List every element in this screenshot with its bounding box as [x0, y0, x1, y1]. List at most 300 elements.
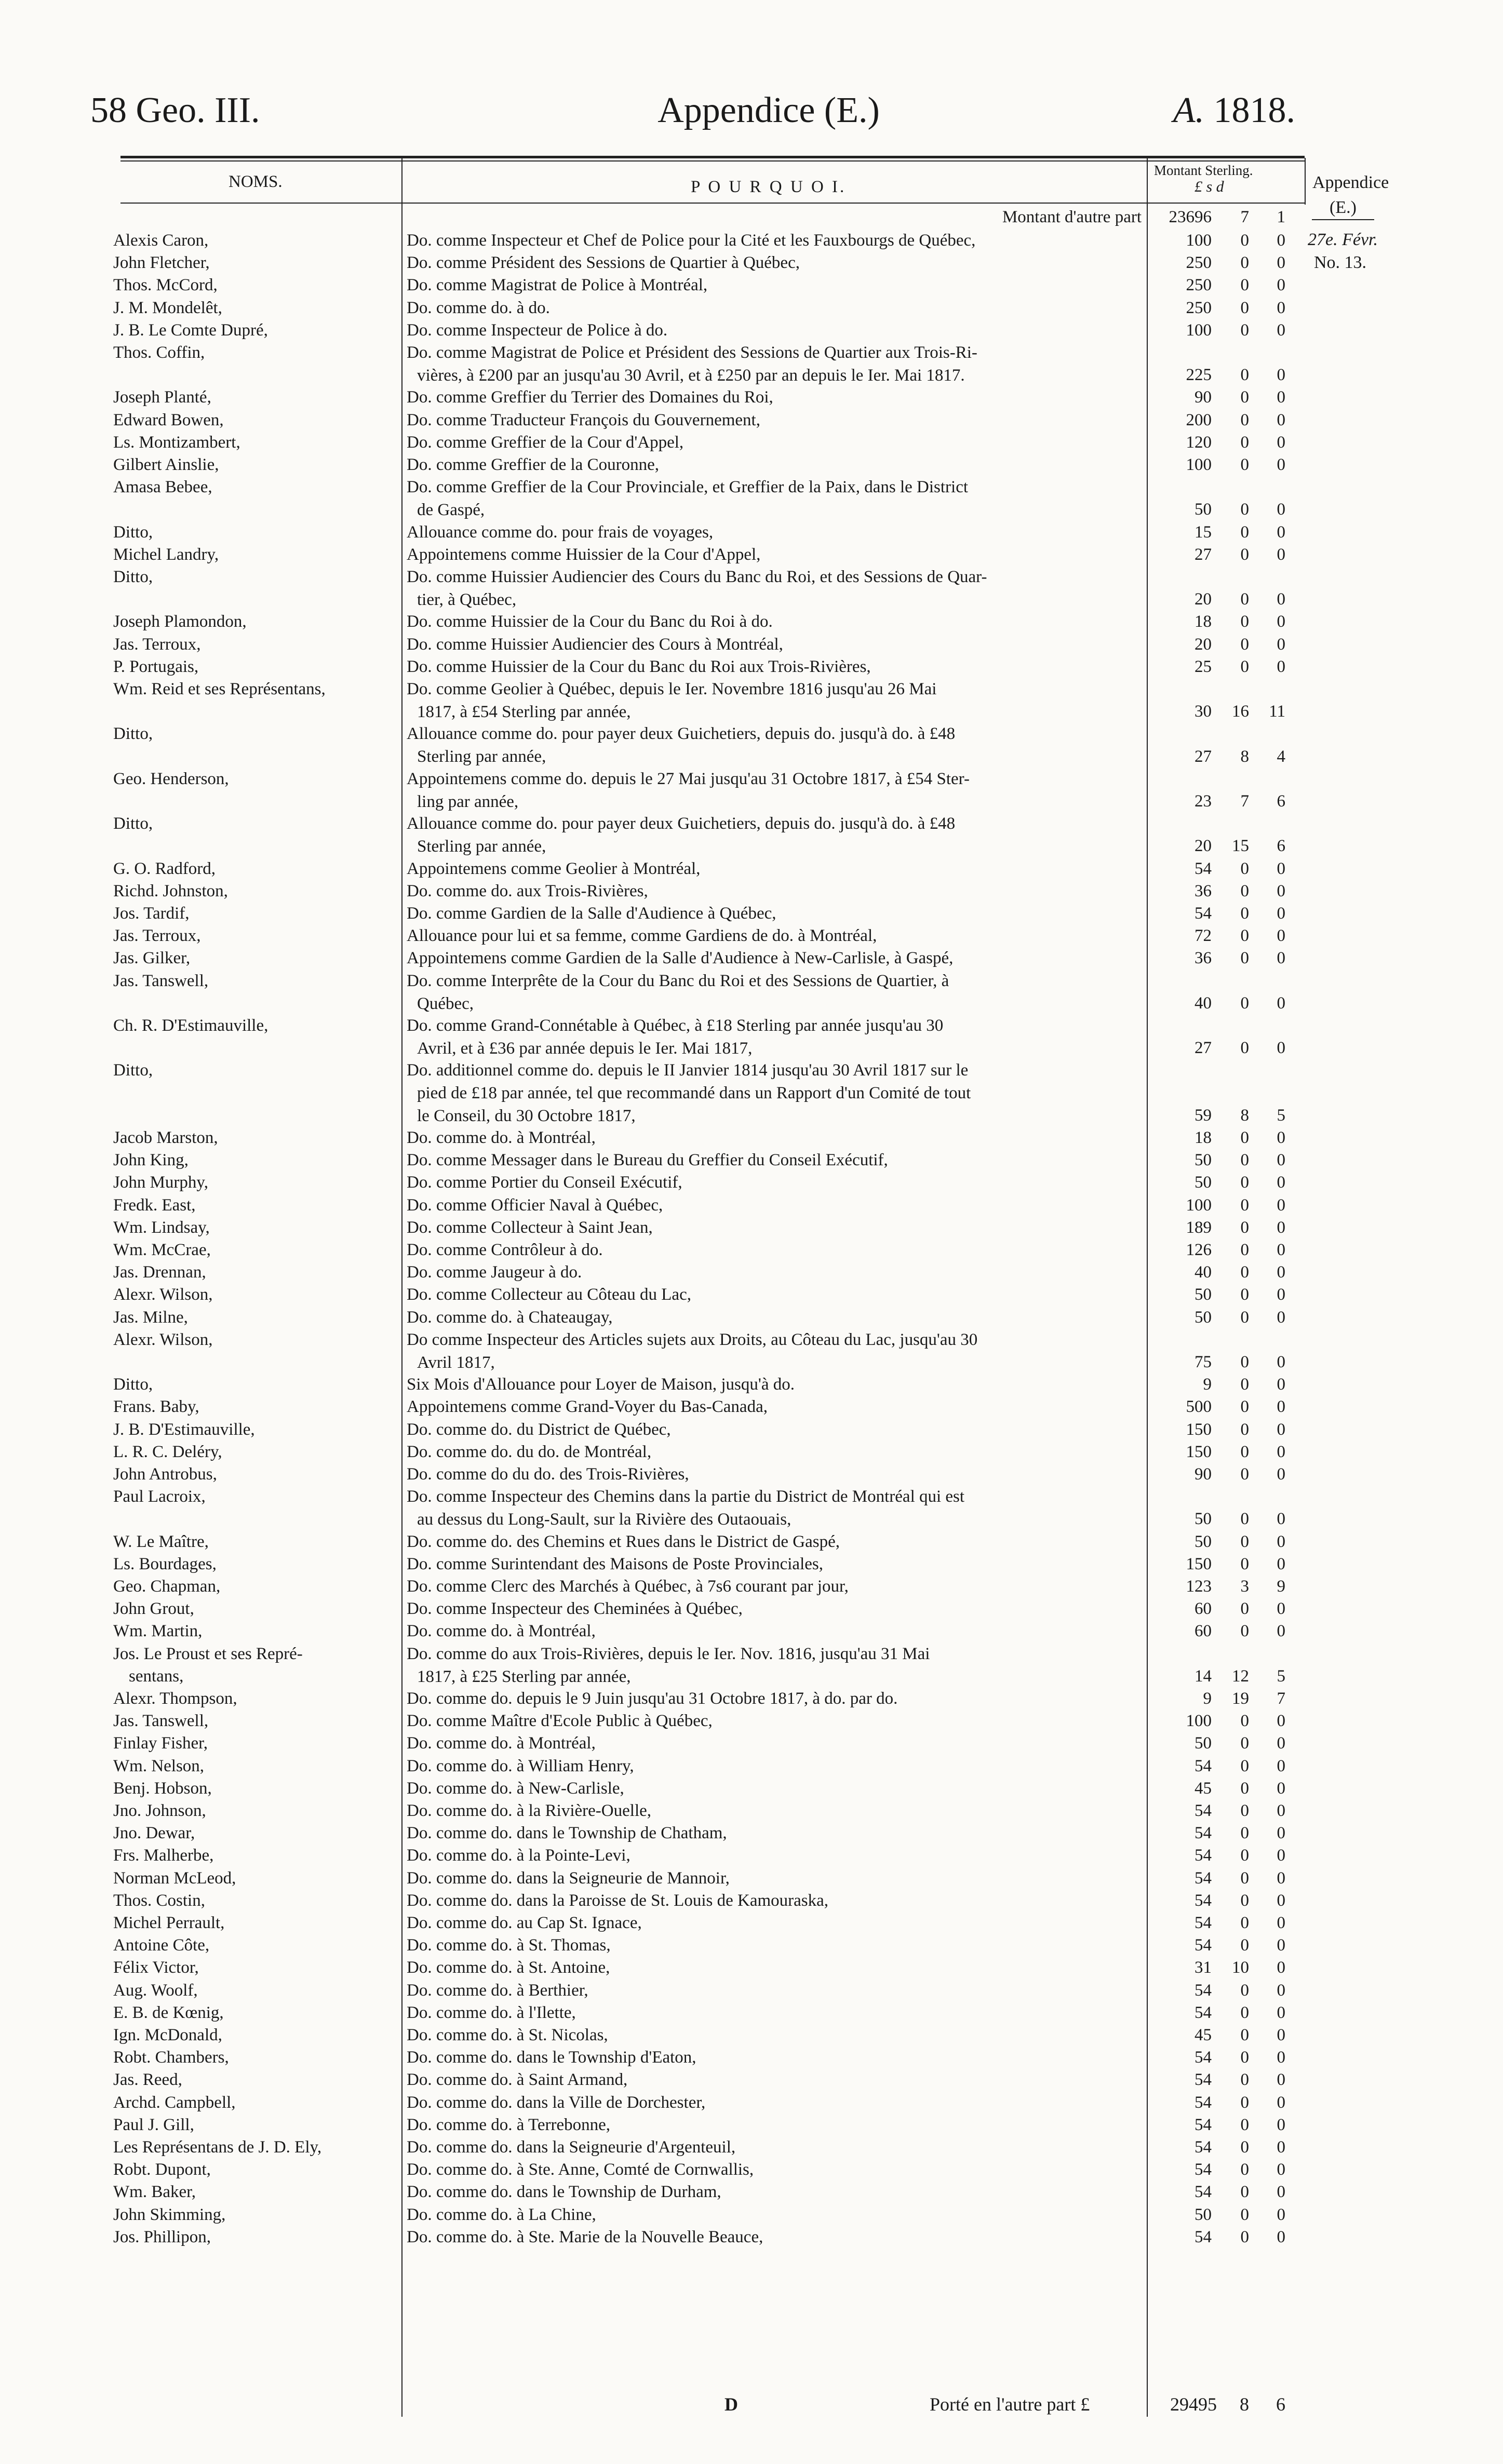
- amount-pounds: 54: [1195, 2183, 1212, 2202]
- table-row: [0, 341, 1503, 386]
- description-line: Do. comme Grand-Connétable à Québec, à £18 Sterling par année jusqu'au 30: [407, 1016, 944, 1035]
- description-line: Allouance comme do. pour payer deux Guichetiers, depuis do. jusqu'à do. à £48: [407, 724, 956, 744]
- amount-shillings: 12: [1232, 1666, 1249, 1686]
- amount-pence: 0: [1277, 1958, 1285, 1977]
- amount-pence: 0: [1277, 926, 1285, 946]
- table-row: [0, 1956, 1503, 1978]
- description-line: Do. comme Portier du Conseil Exécutif,: [407, 1173, 682, 1192]
- amount-pence: 0: [1277, 2138, 1285, 2157]
- amount-shillings: 0: [1240, 1756, 1249, 1775]
- amount-pence: 0: [1277, 1308, 1285, 1327]
- payee-name: Thos. Coffin,: [113, 343, 205, 362]
- amount-pence: 0: [1277, 1195, 1285, 1215]
- payment-description: [407, 1463, 1147, 1486]
- payment-description: [407, 274, 1147, 297]
- amount-pounds: 54: [1195, 1846, 1212, 1865]
- payment-description: [407, 1620, 1147, 1642]
- amount-shillings: 0: [1240, 2227, 1249, 2246]
- table-row: [0, 655, 1503, 678]
- table-row: [0, 1911, 1503, 1934]
- amount-pounds: 200: [1186, 410, 1212, 429]
- payee-name: Wm. Nelson,: [113, 1756, 205, 1775]
- table-row: [0, 1822, 1503, 1844]
- payment-description: [407, 1328, 1147, 1374]
- payment-description: [407, 386, 1147, 409]
- amount-pence: 0: [1277, 1151, 1285, 1170]
- payee-name: G. O. Radford,: [113, 859, 216, 878]
- amount-shillings: 0: [1240, 388, 1249, 407]
- amount-pounds: 50: [1195, 1151, 1212, 1170]
- table-row: [0, 2046, 1503, 2068]
- amount-pence: 0: [1277, 1128, 1285, 1147]
- amount-pounds: 18: [1195, 1128, 1212, 1147]
- table-row: [0, 1575, 1503, 1597]
- payee-name: Robt. Chambers,: [113, 2048, 229, 2067]
- table-row: [0, 1979, 1503, 2001]
- description-line: Do. comme Contrôleur à do.: [407, 1241, 603, 1259]
- payee-name: Les Représentans de J. D. Ely,: [113, 2138, 322, 2157]
- description-line: Appointemens comme Gardien de la Salle d'Audience à New-Carlisle, à Gaspé,: [407, 949, 954, 968]
- payee-name: Ch. R. D'Estimauville,: [113, 1016, 269, 1035]
- payment-description: [407, 1014, 1147, 1060]
- amount-pounds: 27: [1195, 1039, 1212, 1058]
- description-line: Avril 1817,: [417, 1353, 495, 1372]
- table-row: [0, 1844, 1503, 1866]
- description-line: Do. comme do. depuis le 9 Juin jusqu'au 31 Octobre 1817, à do. par do.: [407, 1689, 898, 1708]
- payment-description: [407, 476, 1147, 521]
- table-row: [0, 431, 1503, 453]
- amount-pounds: 54: [1195, 1801, 1212, 1820]
- description-line: Do. comme do. à St. Thomas,: [407, 1936, 611, 1955]
- description-line: Do. comme Jaugeur à do.: [407, 1263, 582, 1282]
- table-row: [0, 902, 1503, 924]
- table-row: [0, 386, 1503, 408]
- amount-shillings: 0: [1240, 2115, 1249, 2134]
- appendix-heading: Appendice (E.): [657, 90, 880, 130]
- table-row: [0, 1418, 1503, 1440]
- amount-pence: 5: [1277, 1106, 1285, 1125]
- table-row: [0, 1934, 1503, 1956]
- amount-pounds: 27: [1195, 545, 1212, 564]
- payment-description: [407, 678, 1147, 723]
- payment-description: [407, 1149, 1147, 1172]
- amount-shillings: 0: [1240, 1465, 1249, 1484]
- description-line: Do. comme Greffier de la Couronne,: [407, 455, 659, 474]
- payee-name: J. M. Mondelêt,: [113, 298, 222, 317]
- amount-pounds: 45: [1195, 1779, 1212, 1798]
- amount-pence: 0: [1277, 1936, 1285, 1955]
- table-row: [0, 1126, 1503, 1149]
- amount-units-header: £ s d: [1195, 178, 1224, 195]
- description-line: Do. comme do. à Chateaugay,: [407, 1308, 613, 1327]
- amount-shillings: 0: [1240, 522, 1249, 542]
- amount-pounds: 14: [1195, 1666, 1212, 1686]
- description-line: le Conseil, du 30 Octobre 1817,: [417, 1107, 636, 1126]
- amount-pence: 0: [1277, 612, 1285, 631]
- payee-name: Jas. Milne,: [113, 1308, 188, 1327]
- payee-name: Ign. McDonald,: [113, 2026, 222, 2044]
- amount-pounds: 18: [1195, 612, 1212, 631]
- payment-description: [407, 610, 1147, 633]
- payment-description: [407, 768, 1147, 813]
- amount-pounds: 225: [1186, 366, 1212, 385]
- description-line: Do. comme Magistrat de Police et Président des Sessions de Quartier aux Trois-Ri-: [407, 343, 977, 362]
- table-row: [0, 768, 1503, 812]
- payee-name: Ditto,: [113, 724, 153, 744]
- amount-shillings: 0: [1240, 1173, 1249, 1192]
- amount-pence: 0: [1277, 949, 1285, 968]
- amount-shillings: 0: [1240, 433, 1249, 452]
- amount-shillings: 19: [1232, 1689, 1249, 1708]
- description-line: Do. comme do. à do.: [407, 298, 550, 317]
- amount-shillings: 0: [1240, 1128, 1249, 1147]
- payee-name: Fredk. East,: [113, 1195, 196, 1215]
- payee-name: Félix Victor,: [113, 1958, 199, 1977]
- payment-description: [407, 1553, 1147, 1576]
- payee-name: Wm. Reid et ses Représentans,: [113, 680, 326, 698]
- amount-pounds: 25: [1195, 657, 1212, 676]
- table-row: [0, 2001, 1503, 2024]
- payment-description: [407, 2158, 1147, 2181]
- amount-pounds: 54: [1195, 2003, 1212, 2022]
- amount-shillings: 0: [1240, 1442, 1249, 1461]
- payment-description: [407, 1934, 1147, 1957]
- payment-description: [407, 1440, 1147, 1463]
- amount-pence: 0: [1277, 388, 1285, 407]
- description-line: Do. comme do. dans la Paroisse de St. Louis de Kamouraska,: [407, 1891, 829, 1910]
- amount-pounds: 189: [1186, 1218, 1212, 1237]
- description-line: 1817, à £54 Sterling par année,: [417, 703, 631, 721]
- table-row: [0, 1328, 1503, 1373]
- description-line: Do. comme do. au Cap St. Ignace,: [407, 1914, 642, 1932]
- payee-name: Geo. Chapman,: [113, 1577, 221, 1596]
- payment-description: [407, 947, 1147, 970]
- description-line: Do. comme do. à la Pointe-Levi,: [407, 1846, 630, 1865]
- amount-shillings: 0: [1240, 1981, 1249, 2000]
- column-divider-right: [1305, 158, 1306, 205]
- amount-pounds: 54: [1195, 1824, 1212, 1843]
- amount-pounds: 500: [1186, 1397, 1212, 1417]
- amount-pence: 0: [1277, 1891, 1285, 1910]
- payee-name: Wm. McCrae,: [113, 1241, 211, 1259]
- margin-appendix-letter: (E.): [1330, 198, 1357, 217]
- amount-shillings: 0: [1240, 500, 1249, 519]
- description-line: Do. comme Inspecteur des Cheminées à Québec,: [407, 1599, 743, 1619]
- payment-description: [407, 543, 1147, 566]
- payee-name: Thos. McCord,: [113, 276, 218, 295]
- amount-shillings: 8: [1240, 747, 1249, 766]
- amount-pounds: 31: [1195, 1958, 1212, 1977]
- amount-pence: 0: [1277, 2205, 1285, 2224]
- amount-pence: 6: [1277, 791, 1285, 811]
- amount-shillings: 0: [1240, 1599, 1249, 1619]
- header-bottom-rule: [120, 203, 1305, 204]
- amount-pounds: 54: [1195, 1914, 1212, 1932]
- description-line: Appointemens comme Huissier de la Cour d'Appel,: [407, 545, 761, 564]
- amount-shillings: 0: [1240, 276, 1249, 295]
- amount-pence: 0: [1277, 433, 1285, 452]
- amount-pounds: 100: [1186, 320, 1212, 340]
- amount-pounds: 54: [1195, 1981, 1212, 2000]
- amount-pounds: 20: [1195, 590, 1212, 609]
- payment-description: [407, 1575, 1147, 1598]
- amount-pence: 0: [1277, 1779, 1285, 1798]
- amount-pounds: 100: [1186, 231, 1212, 250]
- amount-shillings: 0: [1240, 1420, 1249, 1439]
- description-line: Do. comme do. des Chemins et Rues dans le District de Gaspé,: [407, 1532, 840, 1551]
- amount-pence: 0: [1277, 2003, 1285, 2022]
- amount-shillings: 0: [1240, 2003, 1249, 2022]
- amount-pounds: 23696: [1169, 208, 1212, 226]
- amount-shillings: 10: [1232, 1958, 1249, 1977]
- amount-pence: 0: [1277, 859, 1285, 878]
- amount-shillings: 0: [1240, 2026, 1249, 2044]
- table-row: [0, 453, 1503, 476]
- amount-pence: 0: [1277, 2115, 1285, 2134]
- amount-shillings: 15: [1232, 837, 1249, 856]
- payment-description: [407, 722, 1147, 768]
- carried-forward-pounds: 29495: [1170, 2394, 1217, 2415]
- amount-pounds: 36: [1195, 881, 1212, 900]
- amount-pounds: 20: [1195, 837, 1212, 856]
- payment-description: [407, 1822, 1147, 1844]
- description-line: Do. comme Traducteur François du Gouvernement,: [407, 410, 760, 429]
- amount-pounds: 50: [1195, 1510, 1212, 1529]
- amount-shillings: 3: [1240, 1577, 1249, 1596]
- table-row: [0, 2091, 1503, 2113]
- amount-shillings: 0: [1240, 1397, 1249, 1417]
- payee-name: Archd. Campbell,: [113, 2093, 236, 2112]
- amount-shillings: 0: [1240, 2160, 1249, 2179]
- description-line: Do. comme Huissier Audiencier des Cours du Banc du Roi, et des Sessions de Quar-: [407, 568, 987, 586]
- payee-name: W. Le Maître,: [113, 1532, 209, 1551]
- payee-name: John Murphy,: [113, 1173, 209, 1192]
- description-line: Do. comme Huissier Audiencier des Cours à Montréal,: [407, 635, 783, 654]
- amount-pence: 0: [1277, 2227, 1285, 2246]
- payment-description: [407, 655, 1147, 678]
- table-row: [0, 476, 1503, 520]
- amount-shillings: 0: [1240, 1218, 1249, 1237]
- amount-pounds: 123: [1186, 1577, 1212, 1596]
- table-row: [0, 543, 1503, 565]
- table-row: [0, 970, 1503, 1014]
- amount-shillings: 7: [1240, 208, 1249, 226]
- table-row: [0, 1530, 1503, 1553]
- amount-pounds: 50: [1195, 500, 1212, 519]
- payee-name: Jas. Reed,: [113, 2070, 182, 2090]
- payment-description: [407, 2180, 1147, 2203]
- amount-pence: 0: [1277, 1218, 1285, 1237]
- amount-shillings: 0: [1240, 2048, 1249, 2067]
- payment-description: [407, 2091, 1147, 2114]
- amount-pence: 0: [1277, 500, 1285, 519]
- amount-shillings: 0: [1240, 1846, 1249, 1865]
- amount-shillings: 0: [1240, 1375, 1249, 1394]
- description-line: Sterling par année,: [417, 747, 546, 766]
- description-line: Do. comme do. dans le Township d'Eaton,: [407, 2048, 696, 2067]
- table-row: [0, 319, 1503, 341]
- payment-description: [407, 1777, 1147, 1800]
- description-line: Do. comme do. à Berthier,: [407, 1981, 588, 2000]
- amount-pounds: 126: [1186, 1241, 1212, 1259]
- payment-description: [407, 297, 1147, 319]
- amount-shillings: 0: [1240, 1532, 1249, 1551]
- table-row: [0, 2024, 1503, 2046]
- amount-pence: 0: [1277, 1532, 1285, 1551]
- amount-pounds: 54: [1195, 1868, 1212, 1888]
- payee-name: Paul Lacroix,: [113, 1487, 206, 1506]
- description-line: Do. comme Maître d'Ecole Public à Québec,: [407, 1712, 713, 1731]
- amount-pounds: 250: [1186, 253, 1212, 273]
- payment-description: [407, 1911, 1147, 1934]
- payment-description: [407, 1597, 1147, 1620]
- amount-pounds: 54: [1195, 904, 1212, 923]
- amount-shillings: 0: [1240, 1734, 1249, 1753]
- amount-pounds: 36: [1195, 949, 1212, 968]
- payment-description: [407, 1238, 1147, 1261]
- payment-description: [407, 2226, 1147, 2248]
- description-line: Do. comme do aux Trois-Rivières, depuis le Ier. Nov. 1816, jusqu'au 31 Mai: [407, 1644, 930, 1663]
- amount-pounds: 27: [1195, 747, 1212, 766]
- description-line: Do. comme do. dans la Seigneurie d'Argenteuil,: [407, 2138, 736, 2157]
- payment-description: [407, 1126, 1147, 1149]
- payment-description: [407, 319, 1147, 342]
- amount-shillings: 0: [1240, 545, 1249, 564]
- amount-shillings: 0: [1240, 2070, 1249, 2090]
- table-row: [0, 1463, 1503, 1485]
- payee-name: Antoine Côte,: [113, 1936, 210, 1955]
- payee-name-continued: sentans,: [129, 1666, 184, 1686]
- amount-pence: 0: [1277, 1846, 1285, 1865]
- payee-name: P. Portugais,: [113, 657, 199, 676]
- table-row: [0, 1732, 1503, 1754]
- description-line: Do. comme do. à William Henry,: [407, 1756, 634, 1775]
- amount-shillings: 0: [1240, 2138, 1249, 2157]
- description-line: tier, à Québec,: [417, 590, 517, 609]
- amount-pounds: 30: [1195, 702, 1212, 721]
- description-line: Do. comme do. à Montréal,: [407, 1128, 596, 1147]
- amount-pence: 0: [1277, 298, 1285, 317]
- payee-name: Robt. Dupont,: [113, 2160, 211, 2179]
- table-row: [0, 610, 1503, 632]
- payment-description: [407, 1642, 1147, 1688]
- payment-description: [407, 251, 1147, 274]
- table-row: [0, 2113, 1503, 2136]
- payee-name: Jas. Tanswell,: [113, 971, 209, 990]
- amount-pence: 0: [1277, 590, 1285, 609]
- amount-shillings: 0: [1240, 253, 1249, 273]
- description-line: Do. additionnel comme do. depuis le II Janvier 1814 jusqu'au 30 Avril 1817 sur le: [407, 1061, 969, 1080]
- amount-pence: 0: [1277, 2070, 1285, 2090]
- table-row: [0, 722, 1503, 767]
- payment-description: [407, 970, 1147, 1015]
- amount-shillings: 0: [1240, 926, 1249, 946]
- payee-name: Jas. Gilker,: [113, 949, 191, 968]
- payment-description: [407, 431, 1147, 454]
- amount-shillings: 0: [1240, 1151, 1249, 1170]
- amount-pence: 0: [1277, 2048, 1285, 2067]
- table-row: [0, 857, 1503, 880]
- description-line: vières, à £200 par an jusqu'au 30 Avril, et à £250 par an depuis le Ier. Mai 1817.: [417, 366, 965, 385]
- description-line: Do. comme Interprête de la Cour du Banc du Roi et des Sessions de Quartier, à: [407, 971, 949, 990]
- description-line: Do. comme do. dans la Seigneurie de Mannoir,: [407, 1868, 730, 1888]
- payment-description: [407, 2024, 1147, 2046]
- table-row: [0, 1485, 1503, 1530]
- amount-shillings: 0: [1240, 881, 1249, 900]
- payee-name: Jos. Le Proust et ses Repré-: [113, 1644, 303, 1663]
- amount-pence: 0: [1277, 904, 1285, 923]
- amount-pounds: 50: [1195, 1285, 1212, 1304]
- amount-pence: 0: [1277, 1039, 1285, 1058]
- payee-name: Richd. Johnston,: [113, 881, 228, 900]
- payee-name: Amasa Bebee,: [113, 478, 212, 497]
- payee-name: Joseph Plamondon,: [113, 612, 247, 631]
- payee-name: Thos. Costin,: [113, 1891, 205, 1910]
- payee-name: Ditto,: [113, 1061, 153, 1080]
- amount-pence: 0: [1277, 1442, 1285, 1461]
- payment-description: [407, 1530, 1147, 1553]
- amount-pounds: 90: [1195, 1465, 1212, 1484]
- amount-pence: 0: [1277, 253, 1285, 273]
- payee-name: Joseph Planté,: [113, 388, 211, 407]
- table-row: [0, 1283, 1503, 1305]
- payment-description: [407, 633, 1147, 656]
- table-row: [0, 1373, 1503, 1395]
- amount-shillings: 0: [1240, 410, 1249, 429]
- description-line: Do. comme do. dans le Township de Chatham,: [407, 1824, 727, 1843]
- amount-shillings: 0: [1240, 993, 1249, 1013]
- payment-description: [407, 1171, 1147, 1194]
- payee-name: Jno. Dewar,: [113, 1824, 195, 1843]
- payment-description: [407, 2203, 1147, 2226]
- amount-shillings: 0: [1240, 2205, 1249, 2224]
- payee-name: L. R. C. Deléry,: [113, 1442, 222, 1461]
- amount-shillings: 8: [1240, 1106, 1249, 1125]
- amount-pounds: 75: [1195, 1352, 1212, 1371]
- amount-pounds: 60: [1195, 1622, 1212, 1641]
- top-rule: [120, 156, 1305, 158]
- description-line: Do. comme do. à Ste. Marie de la Nouvelle Beauce,: [407, 2227, 763, 2246]
- amount-pence: 0: [1277, 1263, 1285, 1282]
- table-row: [0, 947, 1503, 969]
- amount-shillings: 0: [1240, 1308, 1249, 1327]
- payee-name: Jos. Tardif,: [113, 904, 190, 923]
- amount-pounds: 54: [1195, 2160, 1212, 2179]
- payee-name: Alexr. Thompson,: [113, 1689, 237, 1708]
- description-line: Do. comme do. dans la Ville de Dorchester,: [407, 2093, 706, 2112]
- amount-shillings: 0: [1240, 320, 1249, 340]
- amount-shillings: 0: [1240, 1241, 1249, 1259]
- description-line: Do. comme Huissier de la Cour du Banc du Roi à do.: [407, 612, 773, 631]
- payee-name: Wm. Lindsay,: [113, 1218, 210, 1237]
- table-row: [0, 1194, 1503, 1216]
- amount-pounds: 54: [1195, 2093, 1212, 2112]
- description-line: Do. comme Messager dans le Bureau du Greffier du Conseil Exécutif,: [407, 1151, 888, 1170]
- table-row: [0, 1642, 1503, 1687]
- amount-pence: 0: [1277, 657, 1285, 676]
- payee-name: Jacob Marston,: [113, 1128, 218, 1147]
- amount-pence: 7: [1277, 1689, 1285, 1708]
- amount-pence: 1: [1277, 208, 1285, 226]
- table-row: [0, 2203, 1503, 2226]
- amount-pence: 0: [1277, 2026, 1285, 2044]
- table-row: [0, 2068, 1503, 2091]
- table-row: [0, 229, 1503, 251]
- amount-shillings: 0: [1240, 366, 1249, 385]
- payment-description: [407, 453, 1147, 476]
- description-line: Do comme Inspecteur des Articles sujets aux Droits, au Côteau du Lac, jusqu'au 30: [407, 1330, 978, 1349]
- table-row: [0, 1261, 1503, 1283]
